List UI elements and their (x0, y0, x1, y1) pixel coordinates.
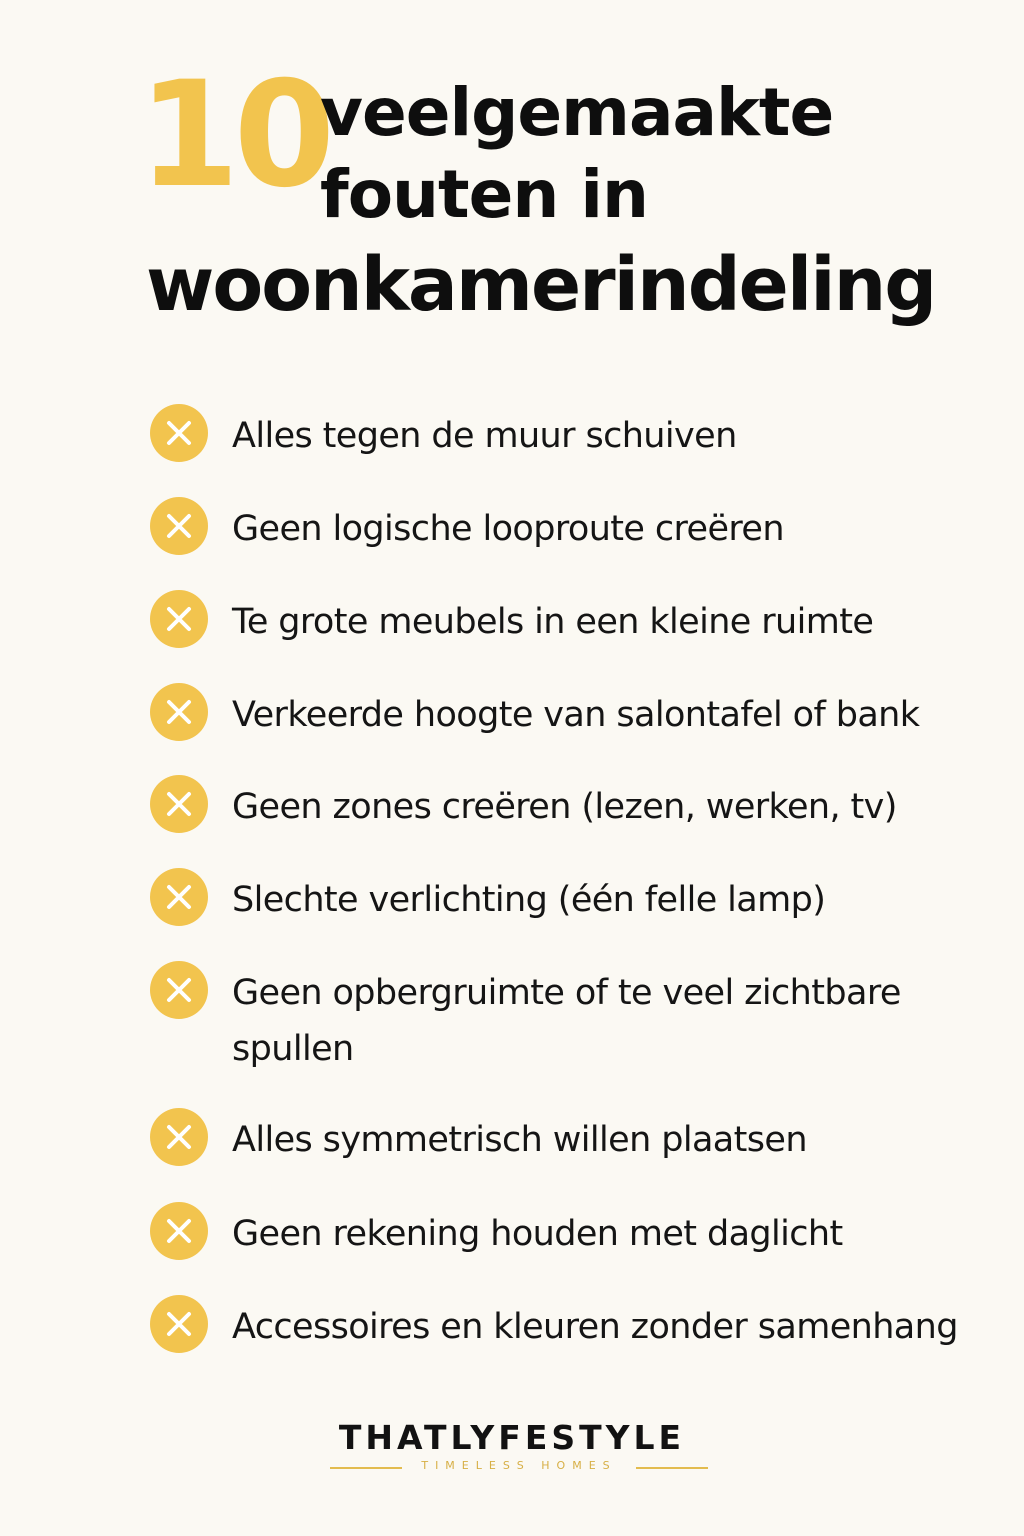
list-item-text: Geen logische looproute creëren (232, 509, 784, 549)
list-item-text: Alles symmetrisch willen plaatsen (232, 1120, 807, 1160)
list-item-text: Geen zones creëren (lezen, werken, tv) (232, 787, 897, 827)
title-block (0, 0, 1024, 360)
title-number: 10 (138, 50, 330, 220)
list-item-text: Geen opbergruimte of te veel zichtbare spullen (232, 973, 901, 1069)
brand-name: THATLYFESTYLE (338, 1418, 686, 1457)
x-circle-icon (150, 868, 208, 926)
brand-rule-right (636, 1467, 708, 1469)
x-circle-icon (150, 404, 208, 462)
x-circle-icon (150, 961, 208, 1019)
list-item-text: Geen rekening houden met daglicht (232, 1214, 843, 1254)
list-item-text: Alles tegen de muur schuiven (232, 416, 737, 456)
brand-rule-left (330, 1467, 402, 1469)
x-circle-icon (150, 683, 208, 741)
list-item-text: Verkeerde hoogte van salontafel of bank (232, 695, 920, 735)
brand-tagline: TIMELESS HOMES (421, 1459, 617, 1472)
list-item-text: Slechte verlichting (één felle lamp) (232, 880, 826, 920)
list-item-text: Accessoires en kleuren zonder samenhang (232, 1307, 958, 1347)
x-circle-icon (150, 775, 208, 833)
x-circle-icon (150, 1108, 208, 1166)
x-circle-icon (150, 1295, 208, 1353)
title-line-2: fouten in (320, 156, 648, 233)
list-item-text: Te grote meubels in een kleine ruimte (232, 602, 874, 642)
x-circle-icon (150, 497, 208, 555)
x-circle-icon (150, 1202, 208, 1260)
title-line-1: veelgemaakte (320, 74, 834, 151)
x-circle-icon (150, 590, 208, 648)
title-line-3: woonkamerindeling (146, 242, 936, 328)
brand-logo (0, 1412, 1024, 1482)
